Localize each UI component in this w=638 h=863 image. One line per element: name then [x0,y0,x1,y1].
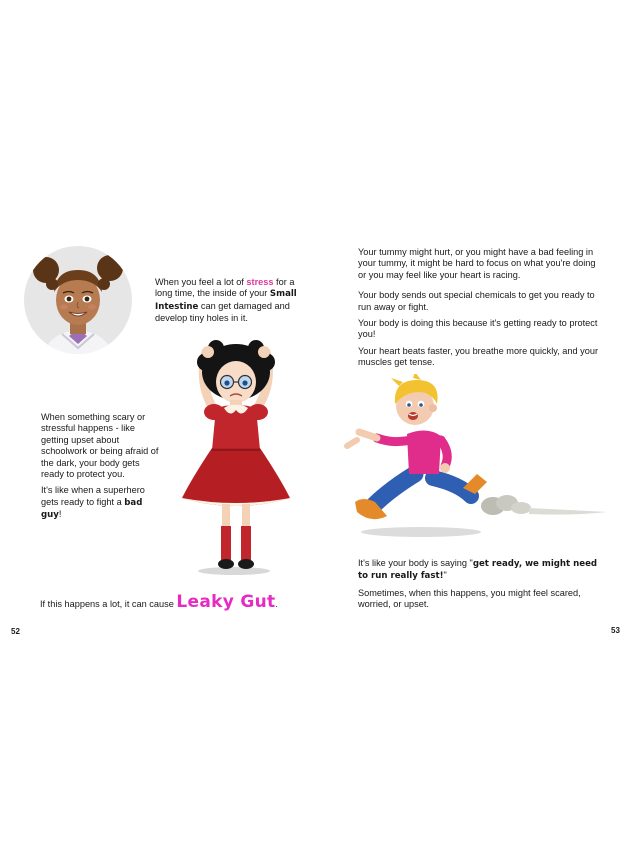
right-page [319,0,638,863]
body-saying-text: It's like your body is saying "get ready, we might need to run really fast!" Sometimes, when this happens, you might feel scared, worried, or upset. [358,558,598,610]
running-boy-illustration [341,374,611,540]
stress-highlight: stress [246,277,274,287]
small-intestine-term: Small Intestine [155,289,297,312]
tummy-feelings-text: Your tummy might hurt, or you might have a bad feeling in your tummy, it might be hard to focus on what you're doing or you may feel like your heart is racing. Your body sends out special chemicals to get you ready to run away or fight. Your body is doing this because it's getting ready to protect you! Your heart beats faster, you breathe more quickly, and your muscles get tense. [358,247,599,368]
leaky-gut-text: If this happens a lot, it can cause Leaky Gut. [40,592,278,612]
run-fast-quote: get ready, we might need to run really fast! [358,559,598,582]
scary-stress-text: When something scary or stressful happens - like getting upset about schoolwork or being afraid of the dark, your body gets ready to protect you. It's like when a superhero gets ready to fight a bad guy! [41,412,159,521]
page-number-left: 52 [11,627,20,636]
bad-guy-term: bad guy [41,497,143,521]
girl-portrait-icon [22,244,134,356]
stressed-girl-illustration [172,338,302,578]
leaky-gut-term: Leaky Gut [176,592,276,612]
page-number-right: 53 [611,626,620,635]
stress-intro-text: When you feel a lot of stress for a long time, the inside of your Small Intestine can get damaged and develop tiny holes in it. [155,277,297,324]
